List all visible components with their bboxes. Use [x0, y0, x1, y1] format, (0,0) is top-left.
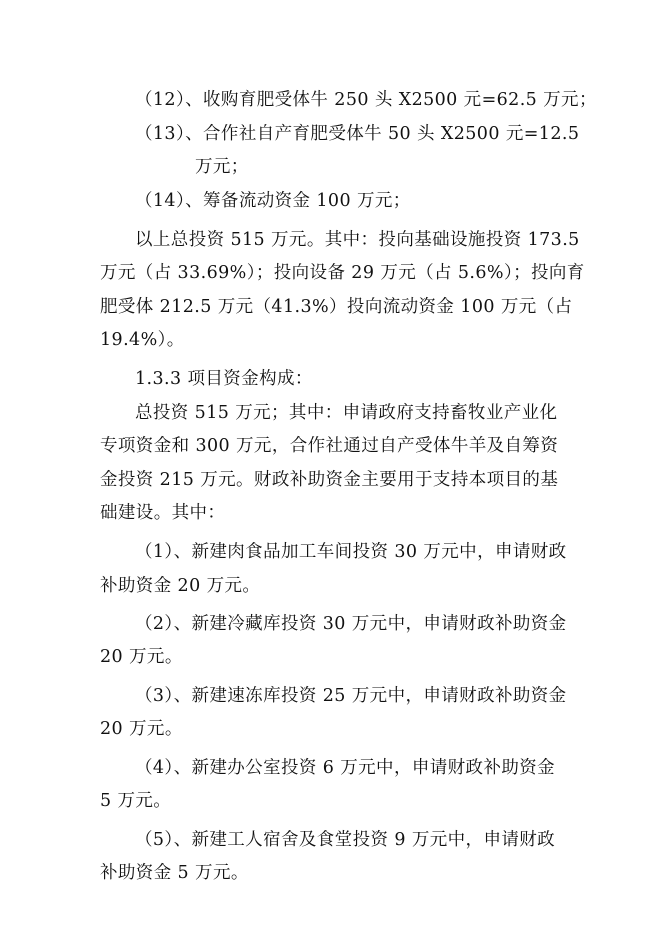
- list-item-2-cont: 20 万元。: [100, 647, 183, 667]
- item-13-line: （13）、合作社自产育肥受体牛 50 头 X2500 元=12.5: [135, 124, 580, 144]
- summary-paragraph-line: 肥受体 212.5 万元（41.3%）投向流动资金 100 万元（占: [100, 297, 573, 317]
- item-14-line: （14）、筹备流动资金 100 万元；: [135, 191, 411, 211]
- item-12-line: （12）、收购育肥受体牛 250 头 X2500 元=62.5 万元；: [135, 90, 597, 110]
- summary-paragraph-line: 万元（占 33.69%）；投向设备 29 万元（占 5.6%）；投向育: [100, 263, 585, 283]
- list-item-5: （5）、新建工人宿舍及食堂投资 9 万元中，申请财政: [135, 830, 556, 850]
- funding-paragraph-line: 金投资 215 万元。财政补助资金主要用于支持本项目的基: [100, 470, 559, 490]
- item-13-continuation: 万元；: [195, 157, 249, 177]
- summary-paragraph-line: 19.4%）。: [100, 330, 185, 350]
- list-item-4: （4）、新建办公室投资 6 万元中，申请财政补助资金: [135, 758, 556, 778]
- list-item-4-cont: 5 万元。: [100, 791, 172, 811]
- section-heading: 1.3.3 项目资金构成：: [135, 369, 313, 389]
- list-item-3-cont: 20 万元。: [100, 719, 183, 739]
- funding-paragraph-line: 总投资 515 万元；其中：申请政府支持畜牧业产业化: [135, 403, 558, 423]
- summary-paragraph-line: 以上总投资 515 万元。其中：投向基础设施投资 173.5: [135, 230, 580, 250]
- list-item-5-cont: 补助资金 5 万元。: [100, 863, 249, 883]
- list-item-3: （3）、新建速冻库投资 25 万元中，申请财政补助资金: [135, 686, 567, 706]
- list-item-1-cont: 补助资金 20 万元。: [100, 576, 261, 596]
- list-item-2: （2）、新建冷藏库投资 30 万元中，申请财政补助资金: [135, 614, 567, 634]
- list-item-1: （1）、新建肉食品加工车间投资 30 万元中，申请财政: [135, 542, 567, 562]
- funding-paragraph-line: 专项资金和 300 万元，合作社通过自产受体牛羊及自筹资: [100, 436, 559, 456]
- funding-paragraph-line: 础建设。其中：: [100, 503, 226, 523]
